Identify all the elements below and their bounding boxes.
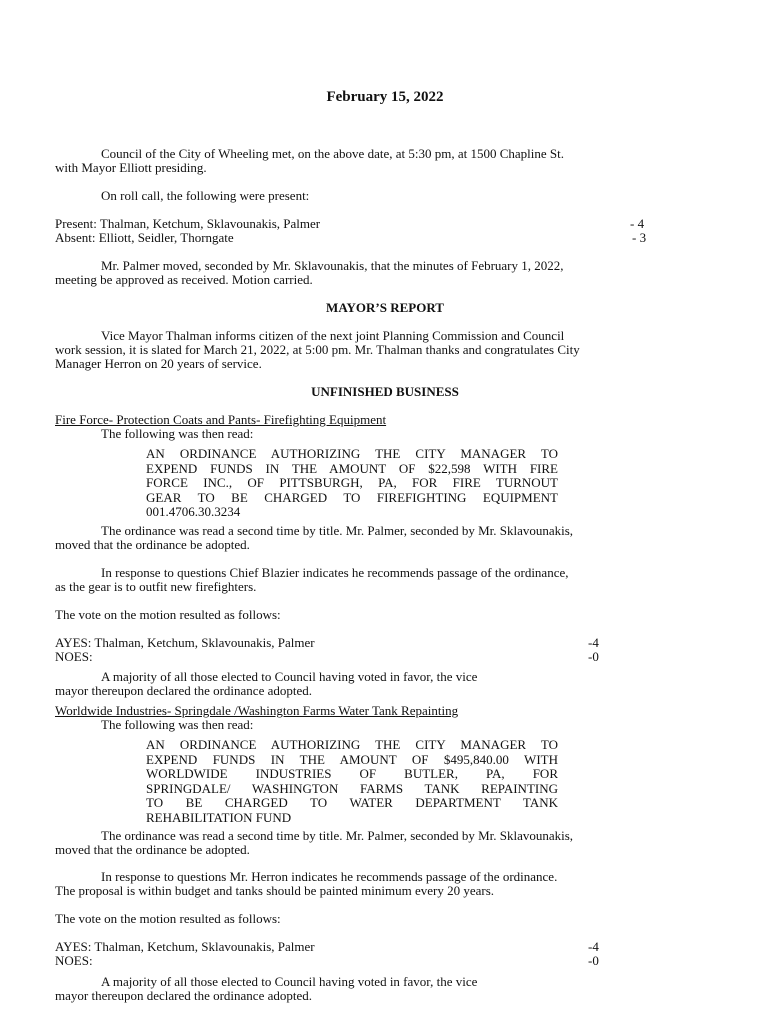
item-1-questions-1: In response to questions Chief Blazier indicates he recommends passage of the ordinance,: [101, 565, 569, 580]
ordinance-line: EXPEND FUNDS IN THE AMOUNT OF $495,840.00 WITH: [146, 751, 558, 767]
page-title: February 15, 2022: [326, 89, 444, 105]
ordinance-line: FORCE INC., OF PITTSBURGH, PA, FOR FIRE TURNOUT: [146, 475, 558, 491]
item-2-noes: NOES:: [55, 953, 93, 968]
item-2-ayes: AYES: Thalman, Ketchum, Sklavounakis, Palmer: [55, 939, 315, 954]
ordinance-line: 001.4706.30.3234: [146, 504, 241, 520]
item-1-second-reading-1: The ordinance was read a second time by title. Mr. Palmer, seconded by Mr. Sklavounakis,: [101, 523, 574, 538]
item-1-subject: Fire Force- Protection Coats and Pants- Firefighting Equipment: [55, 412, 387, 427]
item-2-second-reading-2: moved that the ordinance be adopted.: [55, 842, 250, 857]
item-1-questions-2: as the gear is to outfit new firefighters.: [55, 579, 257, 594]
ordinance-line: AN ORDINANCE AUTHORIZING THE CITY MANAGER TO: [146, 446, 558, 461]
unfinished-business-heading: UNFINISHED BUSINESS: [311, 384, 459, 399]
minutes-line-2: meeting be approved as received. Motion carried.: [55, 272, 313, 287]
mayors-report-line-3: Manager Herron on 20 years of service.: [55, 356, 262, 371]
ordinance-line: GEAR TO BE CHARGED TO FIREFIGHTING EQUIPMENT: [146, 489, 558, 505]
item-1-noes: NOES:: [55, 649, 93, 664]
ordinance-line: REHABILITATION FUND: [146, 809, 292, 825]
mayors-report-line-2: work session, it is slated for March 21, 2022, at 5:00 pm. Mr. Thalman thanks and congratulates City: [55, 342, 580, 357]
ordinance-line: TO BE CHARGED TO WATER DEPARTMENT TANK: [146, 795, 558, 811]
mayors-report-line-1: Vice Mayor Thalman informs citizen of the next joint Planning Commission and Council: [101, 328, 565, 343]
roll-call-text: On roll call, the following were present:: [101, 188, 310, 203]
item-2-subject: Worldwide Industries- Springdale /Washington Farms Water Tank Repainting: [55, 703, 459, 718]
item-2-second-reading-1: The ordinance was read a second time by title. Mr. Palmer, seconded by Mr. Sklavounakis,: [101, 828, 574, 843]
mayors-report-heading: MAYOR’S REPORT: [326, 300, 444, 315]
item-2-vote-intro: The vote on the motion resulted as follows:: [55, 911, 281, 926]
absent-list: Absent: Elliott, Seidler, Thorngate: [55, 230, 234, 245]
item-1-noes-count: -0: [588, 649, 599, 664]
item-1-ayes: AYES: Thalman, Ketchum, Sklavounakis, Palmer: [55, 635, 315, 650]
item-2-noes-count: -0: [588, 953, 599, 968]
ordinance-line: WORLDWIDE INDUSTRIES OF BUTLER, PA, FOR: [146, 766, 558, 782]
item-1-read-text: The following was then read:: [101, 426, 254, 441]
item-1-vote-intro: The vote on the motion resulted as follows:: [55, 607, 281, 622]
item-1-result-1: A majority of all those elected to Council having voted in favor, the vice: [101, 669, 478, 684]
item-1-ayes-count: -4: [588, 635, 599, 650]
item-2-ayes-count: -4: [588, 939, 599, 954]
present-list: Present: Thalman, Ketchum, Sklavounakis, Palmer: [55, 216, 321, 231]
ordinance-line: EXPEND FUNDS IN THE AMOUNT OF $22,598 WITH FIRE: [146, 460, 558, 476]
item-2-result-1: A majority of all those elected to Council having voted in favor, the vice: [101, 974, 478, 989]
item-2-read-text: The following was then read:: [101, 717, 254, 732]
item-2-questions-1: In response to questions Mr. Herron indicates he recommends passage of the ordinance.: [101, 869, 558, 884]
ordinance-line: AN ORDINANCE AUTHORIZING THE CITY MANAGER TO: [146, 737, 558, 752]
item-1-result-2: mayor thereupon declared the ordinance adopted.: [55, 683, 312, 698]
intro-line-1: Council of the City of Wheeling met, on the above date, at 5:30 pm, at 1500 Chapline St.: [101, 146, 564, 161]
item-2-ordinance: [146, 738, 558, 826]
present-count: - 4: [630, 216, 645, 231]
absent-count: - 3: [632, 230, 647, 245]
item-1-ordinance: [146, 447, 558, 520]
item-2-questions-2: The proposal is within budget and tanks should be painted minimum every 20 years.: [55, 883, 495, 898]
ordinance-line: SPRINGDALE/ WASHINGTON FARMS TANK REPAINTING: [146, 780, 558, 796]
minutes-line-1: Mr. Palmer moved, seconded by Mr. Sklavounakis, that the minutes of February 1, 2022,: [101, 258, 564, 273]
item-2-result-2: mayor thereupon declared the ordinance adopted.: [55, 988, 312, 1003]
item-1-second-reading-2: moved that the ordinance be adopted.: [55, 537, 250, 552]
intro-line-2: with Mayor Elliott presiding.: [55, 160, 207, 175]
